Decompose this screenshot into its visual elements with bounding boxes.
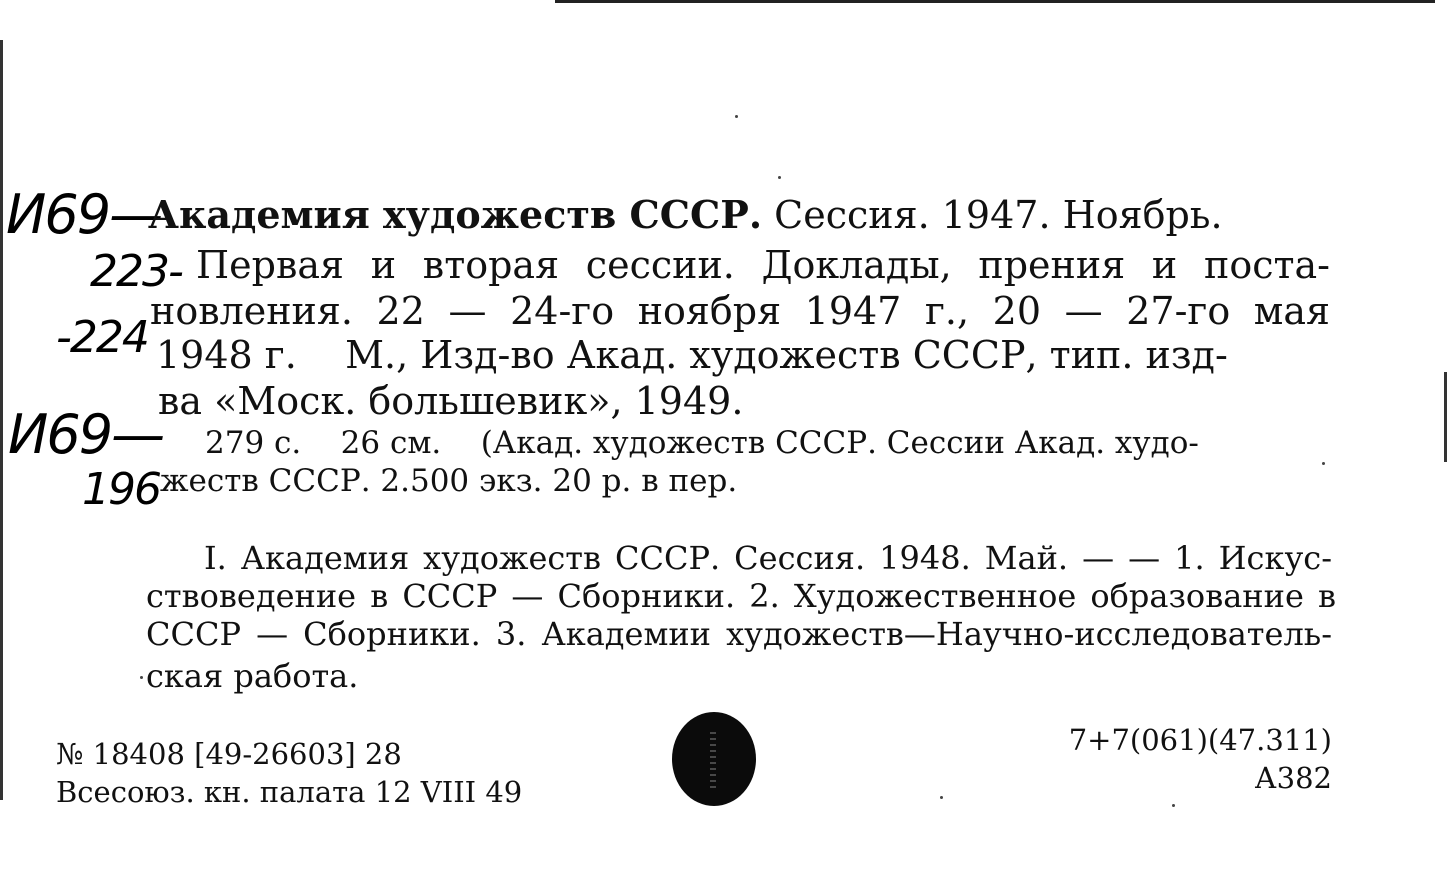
subject-line-2: ствоведение в СССР — Сборники. 2. Художественное образование в — [146, 577, 1336, 615]
right-edge-mark — [1444, 372, 1447, 462]
scan-speck — [940, 796, 943, 799]
author-mark: А382 — [1254, 761, 1332, 795]
scan-speck — [1172, 804, 1175, 807]
physical-description-line-2: жеств СССР. 2.500 экз. 20 р. в пер. — [160, 463, 738, 499]
subject-line-3: СССР — Сборники. 3. Академии художеств—Научно-исследователь- — [146, 615, 1332, 653]
entry-heading-author: Академия художеств СССР. — [148, 192, 763, 237]
scan-speck — [735, 115, 738, 118]
left-edge-line — [0, 40, 3, 800]
handwritten-call-number-1-range-start: 223- — [90, 246, 182, 297]
entry-heading — [148, 192, 1223, 237]
entry-line-3: 1948 г. М., Изд-во Акад. художеств СССР, тип. изд- — [156, 333, 1228, 377]
book-chamber-date: Всесоюз. кн. палата 12 VIII 49 — [56, 775, 523, 809]
scan-speck — [778, 176, 781, 179]
handwritten-call-number-2-suffix: 196 — [82, 464, 160, 515]
scan-speck — [1322, 462, 1325, 465]
ink-stamp-blot — [672, 712, 756, 806]
handwritten-call-number-1: И69— — [6, 183, 162, 246]
top-border-line — [555, 0, 1435, 3]
classification-code: 7+7(061)(47.311) — [1068, 723, 1332, 757]
physical-description-line-1: 279 с. 26 см. (Акад. художеств СССР. Сессии Акад. худо- — [205, 425, 1199, 461]
subject-line-4: ская работа. — [146, 657, 359, 695]
entry-line-2: новления. 22 — 24-го ноября 1947 г., 20 — 27-го мая — [150, 289, 1330, 333]
scan-speck — [140, 676, 143, 679]
subject-line-1: I. Академия художеств СССР. Сессия. 1948. Май. — — 1. Искус- — [204, 539, 1332, 577]
entry-line-1: Первая и вторая сессии. Доклады, прения и поста- — [196, 243, 1330, 287]
accession-number: № 18408 [49-26603] 28 — [56, 737, 402, 771]
handwritten-call-number-2: И69— — [8, 403, 164, 466]
handwritten-call-number-1-range-end: -224 — [56, 312, 148, 363]
entry-line-4: ва «Моск. большевик», 1949. — [158, 379, 744, 423]
entry-heading-title: Сессия. 1947. Ноябрь. — [762, 193, 1223, 237]
